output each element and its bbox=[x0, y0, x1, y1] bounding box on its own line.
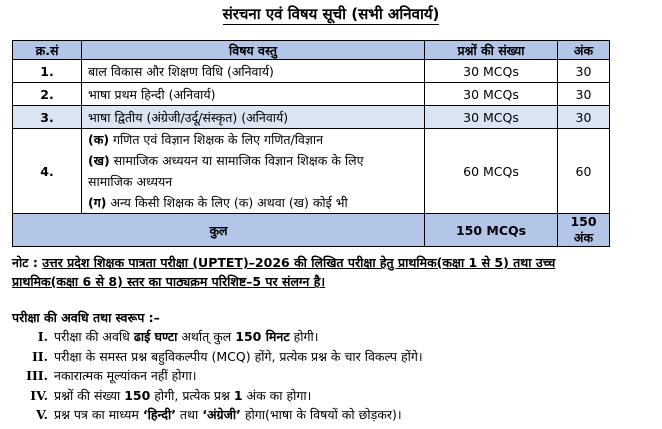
row-questions: 30 MCQs bbox=[425, 60, 558, 83]
row-subject bbox=[82, 129, 425, 214]
row-marks: 60 bbox=[558, 129, 610, 214]
row-subject: भाषा प्रथम हिन्दी (अनिवार्य) bbox=[82, 83, 425, 106]
row-questions: 30 MCQs bbox=[425, 106, 558, 129]
total-label: कुल bbox=[13, 214, 425, 247]
list-item: II. परीक्षा के समस्त प्रश्न बहुविकल्पीय (MCQ) होंगे, प्रत्येक प्रश्न के चार विकल्प होंगे। bbox=[31, 348, 423, 364]
sub-option-c: (ग) अन्य किसी शिक्षक के लिए (क) अथवा (ख) कोई भी bbox=[88, 195, 348, 210]
duration-list bbox=[12, 327, 423, 425]
col-header-marks: अंक bbox=[558, 41, 610, 60]
sub-option-b-cont: सामाजिक अध्ययन bbox=[88, 174, 173, 189]
list-item: V. प्रश्न पत्र का माध्यम ‘हिन्दी’ तथा ‘अंग्रेजी’ होगा(भाषा के विषयों को छोड़कर)। bbox=[36, 407, 402, 422]
row-sn: 4. bbox=[13, 129, 82, 214]
duration-heading: परीक्षा की अवधि तथा स्वरूप :– bbox=[12, 310, 160, 325]
sub-option-a: (क) गणित एवं विज्ञान शिक्षक के लिए गणित/विज्ञान bbox=[88, 132, 324, 147]
row-subject: भाषा द्वितीय (अंग्रेजी/उर्दू/संस्कृत) (अनिवार्य) bbox=[82, 106, 425, 129]
table-total-row bbox=[13, 214, 610, 247]
row-marks: 30 bbox=[558, 83, 610, 106]
table-row bbox=[13, 129, 610, 214]
table-row bbox=[13, 106, 610, 129]
row-questions: 30 MCQs bbox=[425, 83, 558, 106]
col-header-questions: प्रश्नों की संख्या bbox=[425, 41, 558, 60]
total-questions: 150 MCQs bbox=[425, 214, 558, 247]
list-item: III. नकारात्मक मूल्यांकन नहीं होगा। bbox=[26, 368, 197, 383]
note-paragraph: नोट : उत्तर प्रदेश शिक्षक पात्रता परीक्षा (UPTET)–2026 की लिखित परीक्षा हेतु प्राथमिक(कक्षा 1 से 5) तथा उच्च प्राथमिक(कक्षा 6 से 8) स्तर का पाठ्यक्रम परिशिष्ट–5 पर संलग्न है। bbox=[12, 255, 556, 289]
syllabus-table bbox=[12, 40, 610, 247]
row-questions: 60 MCQs bbox=[425, 129, 558, 214]
col-header-sn: क्र.सं bbox=[13, 41, 82, 60]
row-sn: 2. bbox=[13, 83, 82, 106]
document-title: संरचना एवं विषय सूची (सभी अनिवार्य) bbox=[222, 5, 440, 23]
row-sn: 3. bbox=[13, 106, 82, 129]
list-item: I. परीक्षा की अवधि ढाई घण्टा अर्थात् कुल 150 मिनट होगी। bbox=[37, 329, 319, 344]
row-sn: 1. bbox=[13, 60, 82, 83]
row-marks: 30 bbox=[558, 60, 610, 83]
table-header-row bbox=[13, 41, 610, 60]
sub-option-b: (ख) सामाजिक अध्ययन या सामाजिक विज्ञान शिक्षक के लिए bbox=[88, 153, 364, 168]
total-marks: 150 अंक bbox=[558, 214, 610, 247]
table-row bbox=[13, 60, 610, 83]
col-header-subject: विषय वस्तु bbox=[82, 41, 425, 60]
list-item: IV. प्रश्नों की संख्या 150 होगी, प्रत्येक प्रश्न 1 अंक का होगा। bbox=[30, 387, 312, 403]
row-marks: 30 bbox=[558, 106, 610, 129]
table-row bbox=[13, 83, 610, 106]
row-subject: बाल विकास और शिक्षण विधि (अनिवार्य) bbox=[82, 60, 425, 83]
